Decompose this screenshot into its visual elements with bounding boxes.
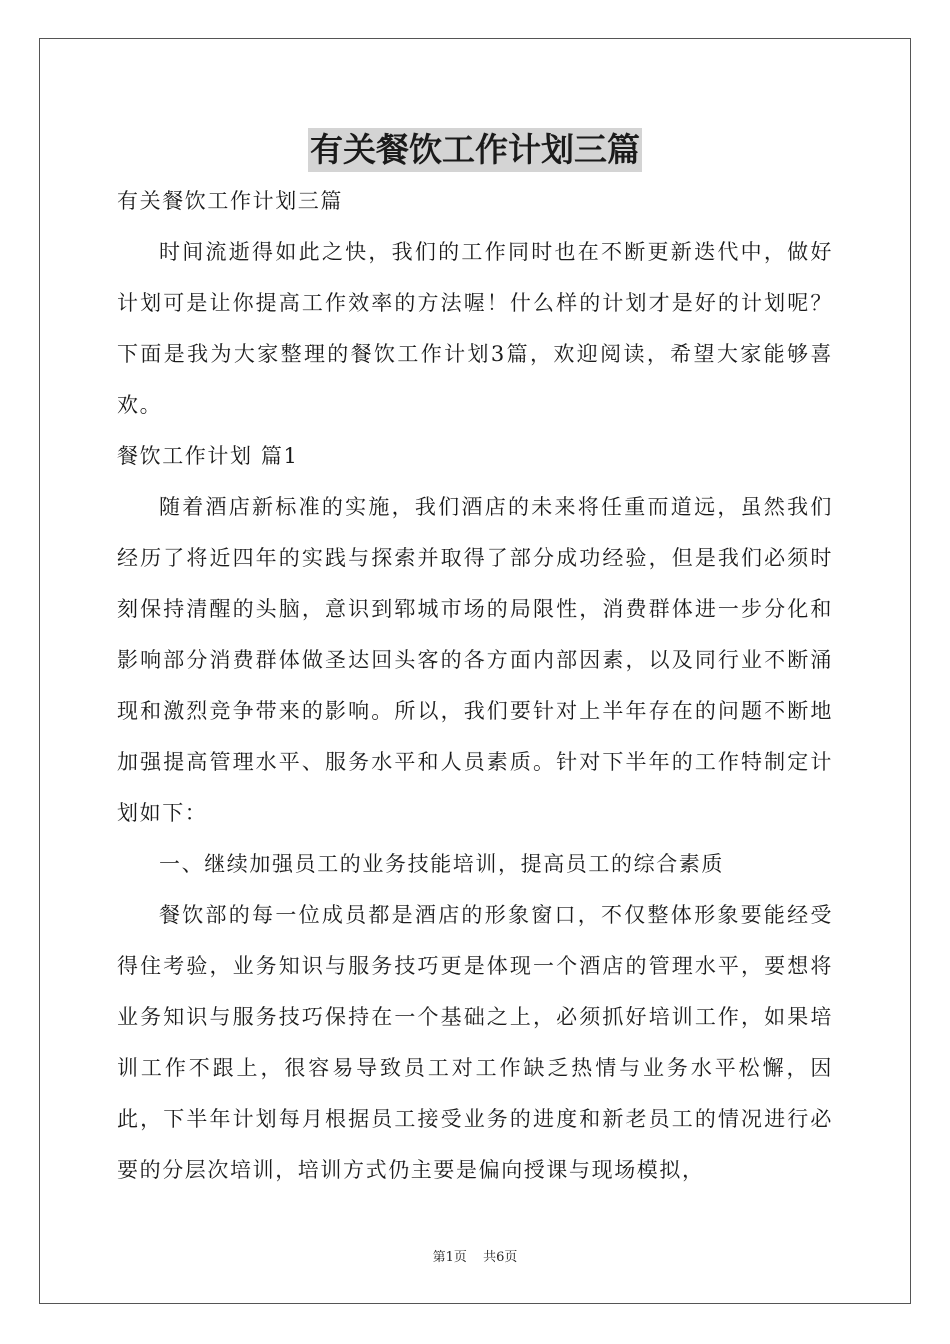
intro-paragraph: 时间流逝得如此之快，我们的工作同时也在不断更新迭代中，做好计划可是让你提高工作效率的方法喔！什么样的计划才是好的计划呢？下面是我为大家整理的餐饮工作计划3篇，欢迎阅读，希望大家能够喜欢。: [117, 240, 833, 417]
document-subtitle: 有关餐饮工作计划三篇: [117, 189, 343, 213]
section-heading: 餐饮工作计划 篇1: [117, 444, 299, 468]
document-body: [117, 176, 833, 1196]
page-total: 共6页: [483, 1250, 518, 1265]
list-item-1: 一、继续加强员工的业务技能培训，提高员工的综合素质: [159, 852, 724, 876]
page-number: 第1页: [432, 1250, 467, 1265]
body-paragraph-1: 随着酒店新标准的实施，我们酒店的未来将任重而道远，虽然我们经历了将近四年的实践与探索并取得了部分成功经验，但是我们必须时刻保持清醒的头脑，意识到郓城市场的局限性，消费群体进一步分化和影响部分消费群体做圣达回头客的各方面内部因素，以及同行业不断涌现和激烈竞争带来的影响。所以，我们要针对上半年存在的问题不断地加强提高管理水平、服务水平和人员素质。针对下半年的工作特制定计划如下：: [117, 495, 833, 825]
document-title: 有关餐饮工作计划三篇: [308, 128, 642, 172]
body-paragraph-2: 餐饮部的每一位成员都是酒店的形象窗口，不仅整体形象要能经受得住考验，业务知识与服务技巧更是体现一个酒店的管理水平，要想将业务知识与服务技巧保持在一个基础之上，必须抓好培训工作，如果培训工作不跟上，很容易导致员工对工作缺乏热情与业务水平松懈，因此，下半年计划每月根据员工接受业务的进度和新老员工的情况进行必要的分层次培训，培训方式仍主要是偏向授课与现场模拟，: [117, 903, 833, 1182]
page-footer: [0, 1246, 950, 1265]
title-container: [0, 128, 950, 172]
